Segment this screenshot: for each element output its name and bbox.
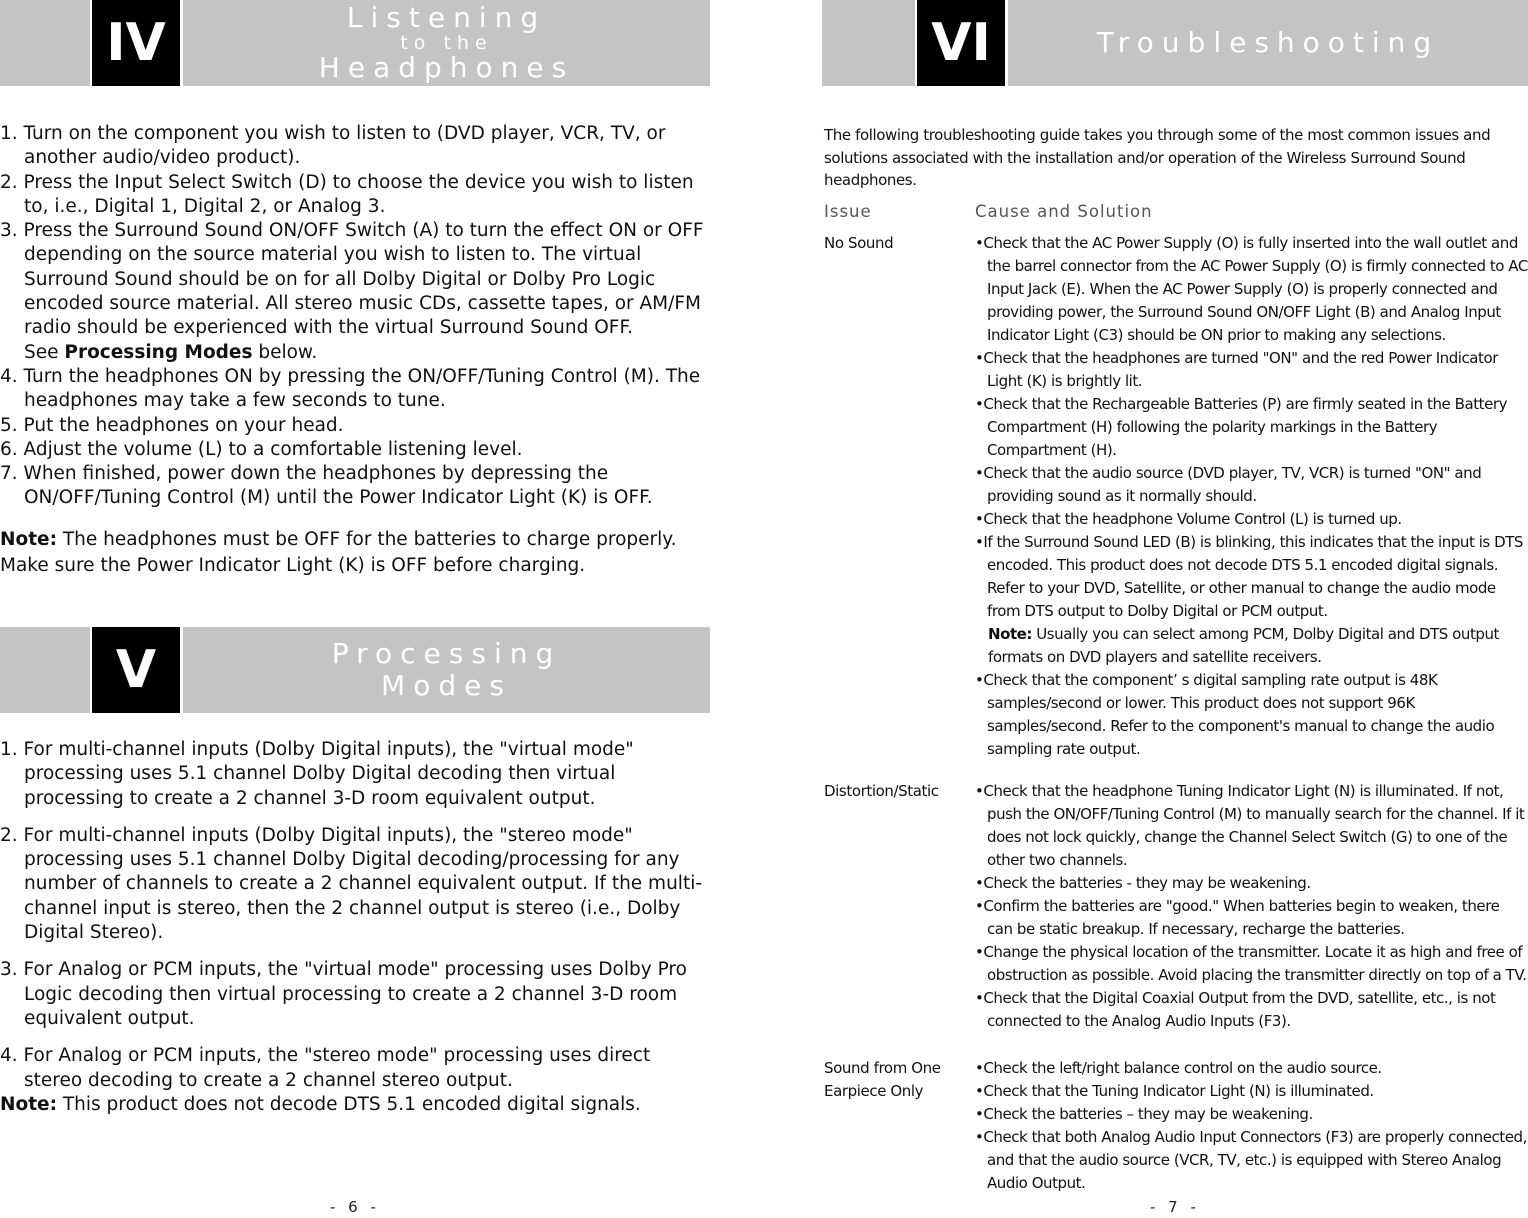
list-item: • Confirm the batteries are "good." When batteries begin to weaken, there can be static breakup. If necessary, recharge the batteries.	[975, 895, 1528, 941]
listening-note	[0, 527, 700, 579]
list-item: • Check the batteries - they may be weakening.	[975, 872, 1528, 895]
note-label: Note:	[988, 625, 1032, 643]
section-title	[183, 0, 710, 86]
issue-label: Distortion/Static	[824, 782, 939, 800]
step-text: 3. Press the Surround Sound ON/OFF Switch (A) to turn the effect ON or OFF depending on the source material you wish to listen to. The virtual Surround Sound should be on for all Dolby Digital or Dolby Pro Logic encoded source material. All stereo music CDs, cassette tapes, or AM/FM radio should be experienced with the virtual Surround Sound OFF.	[0, 220, 704, 339]
header-gray-block	[0, 627, 90, 713]
list-item: • Check that the Tuning Indicator Light (N) is illuminated.	[975, 1080, 1528, 1103]
note-label: Note:	[0, 1094, 57, 1115]
issue-label: Sound from One Earpiece Only	[824, 1059, 941, 1100]
list-item-note	[975, 623, 1528, 669]
title-line-1: Processing	[331, 637, 562, 670]
troubleshooting-intro: The following troubleshooting guide takes you through some of the most common issues and solutions associated with the installation and/or operation of the Wireless Surround Sound headphones.	[824, 126, 1491, 189]
list-item: 7. When finished, power down the headphones by depressing the ON/OFF/Tuning Control (M) until the Power Indicator Light (K) is OFF.	[0, 463, 653, 509]
section-vi-header	[822, 0, 1528, 86]
processing-modes-list	[0, 738, 712, 1106]
list-item: 2. Press the Input Select Switch (D) to choose the device you wish to listen to, i.e., Digital 1, Digital 2, or Analog 3.	[0, 171, 694, 217]
column-header-cause: Cause and Solution	[975, 202, 1153, 221]
solution-list	[975, 780, 1528, 1033]
page-number-6: - 6 -	[330, 1198, 380, 1216]
solution-list	[975, 1057, 1528, 1195]
list-item: • Check that both Analog Audio Input Connectors (F3) are properly connected, and that the audio source (VCR, TV, etc.) is equipped with Stereo Analog Audio Output.	[975, 1126, 1528, 1195]
list-item: • Check that the audio source (DVD player, TV, VCR) is turned "ON" and providing sound as it normally should.	[975, 462, 1528, 508]
header-gray-block	[822, 0, 915, 86]
list-item: • Check the batteries – they may be weakening.	[975, 1103, 1528, 1126]
list-item: 4. Turn the headphones ON by pressing the ON/OFF/Tuning Control (M). The headphones may take a few seconds to tune.	[0, 365, 701, 412]
listening-steps	[0, 122, 712, 511]
column-header-issue: Issue	[824, 202, 872, 221]
list-item: • Check that the headphone Volume Control (L) is turned up.	[975, 508, 1528, 531]
list-item: 4. For Analog or PCM inputs, the "stereo mode" processing uses direct stereo decoding to create a 2 channel stereo output.	[0, 1045, 651, 1091]
list-item: • Check that the Digital Coaxial Output from the DVD, satellite, etc., is not connected to the Analog Audio Inputs (F3).	[975, 987, 1528, 1033]
processing-note	[0, 1092, 700, 1118]
solution-list	[975, 232, 1528, 761]
section-numeral: V	[92, 627, 180, 713]
note-text: Usually you can select among PCM, Dolby Digital and DTS output formats on DVD players and satellite receivers.	[988, 625, 1499, 666]
section-v-header	[0, 627, 710, 713]
section-numeral: VI	[917, 0, 1005, 86]
list-item: • Check that the component’ s digital sampling rate output is 48K samples/second or lower. This product does not support 96K samples/second. Refer to the component's manual to change the audio sampling rate output.	[975, 669, 1528, 761]
list-item: 5. Put the headphones on your head.	[0, 414, 344, 436]
section-title	[1008, 0, 1528, 86]
title-line-1: Troubleshooting	[1096, 26, 1440, 59]
see-after: below.	[258, 341, 318, 363]
section-title	[183, 627, 710, 713]
list-item: 3. For Analog or PCM inputs, the "virtual mode" processing uses Dolby Pro Logic decoding then virtual processing to create a 2 channel 3-D room equivalent output.	[0, 959, 687, 1029]
list-item: 6. Adjust the volume (L) to a comfortable listening level.	[0, 438, 523, 460]
list-item: 1. For multi-channel inputs (Dolby Digital inputs), the "virtual mode" processing uses 5.1 channel Dolby Digital decoding then virtual processing to create a 2 channel 3-D room equivalent output.	[0, 739, 634, 809]
note-text: This product does not decode DTS 5.1 encoded digital signals.	[62, 1094, 641, 1115]
list-item: • If the Surround Sound LED (B) is blinking, this indicates that the input is DTS encoded. This product does not decode DTS 5.1 encoded digital signals. Refer to your DVD, Satellite, or other manual to change the audio mode from DTS output to Dolby Digital or PCM output.	[975, 531, 1528, 623]
list-item: • Check that the AC Power Supply (O) is fully inserted into the wall outlet and the barrel connector from the AC Power Supply (O) is firmly connected to AC Input Jack (E). When the AC Power Supply (O) is properly connected and providing power, the Surround Sound ON/OFF Light (B) and Analog Input Indicator Light (C3) should be ON prior to making any selections.	[975, 232, 1528, 347]
note-text: The headphones must be OFF for the batteries to charge properly. Make sure the Power Indicator Light (K) is OFF before charging.	[0, 529, 677, 576]
list-item	[0, 219, 712, 365]
list-item: • Check that the headphones are turned "ON" and the red Power Indicator Light (K) is brightly lit.	[975, 347, 1528, 393]
title-line-1: Listening	[346, 1, 547, 34]
list-item: 2. For multi-channel inputs (Dolby Digital inputs), the "stereo mode" processing uses 5.1 channel Dolby Digital decoding/processing for any number of channels to create a 2 channel equivalent output. If the multi-channel input is stereo, then the 2 channel output is stereo (i.e., Dolby Digital Stereo).	[0, 824, 703, 944]
see-word: See	[24, 341, 59, 363]
section-numeral: IV	[92, 0, 180, 86]
title-line-2: Modes	[381, 669, 512, 702]
page-number-7: - 7 -	[1150, 1198, 1200, 1216]
issue-label: No Sound	[824, 234, 894, 252]
list-item: 1. Turn on the component you wish to listen to (DVD player, VCR, TV, or another audio/video product).	[0, 123, 666, 169]
header-gray-block	[0, 0, 90, 86]
note-label: Note:	[0, 529, 57, 550]
list-item: • Check the left/right balance control on the audio source.	[975, 1057, 1528, 1080]
list-item: • Check that the headphone Tuning Indicator Light (N) is illuminated. If not, push the ON/OFF/Tuning Control (M) to manually search for the channel. If it does not lock quickly, change the Channel Select Switch (G) to one of the other two channels.	[975, 780, 1528, 872]
list-item: • Check that the Rechargeable Batteries (P) are firmly seated in the Battery Compartment (H) following the polarity markings in the Battery Compartment (H).	[975, 393, 1528, 462]
list-item: • Change the physical location of the transmitter. Locate it as high and free of obstruction as possible. Avoid placing the transmitter directly on top of a TV.	[975, 941, 1528, 987]
processing-modes-ref: Processing Modes	[64, 341, 253, 363]
title-line-2: to the	[400, 32, 493, 54]
title-line-3: Headphones	[318, 51, 575, 84]
section-iv-header	[0, 0, 710, 86]
